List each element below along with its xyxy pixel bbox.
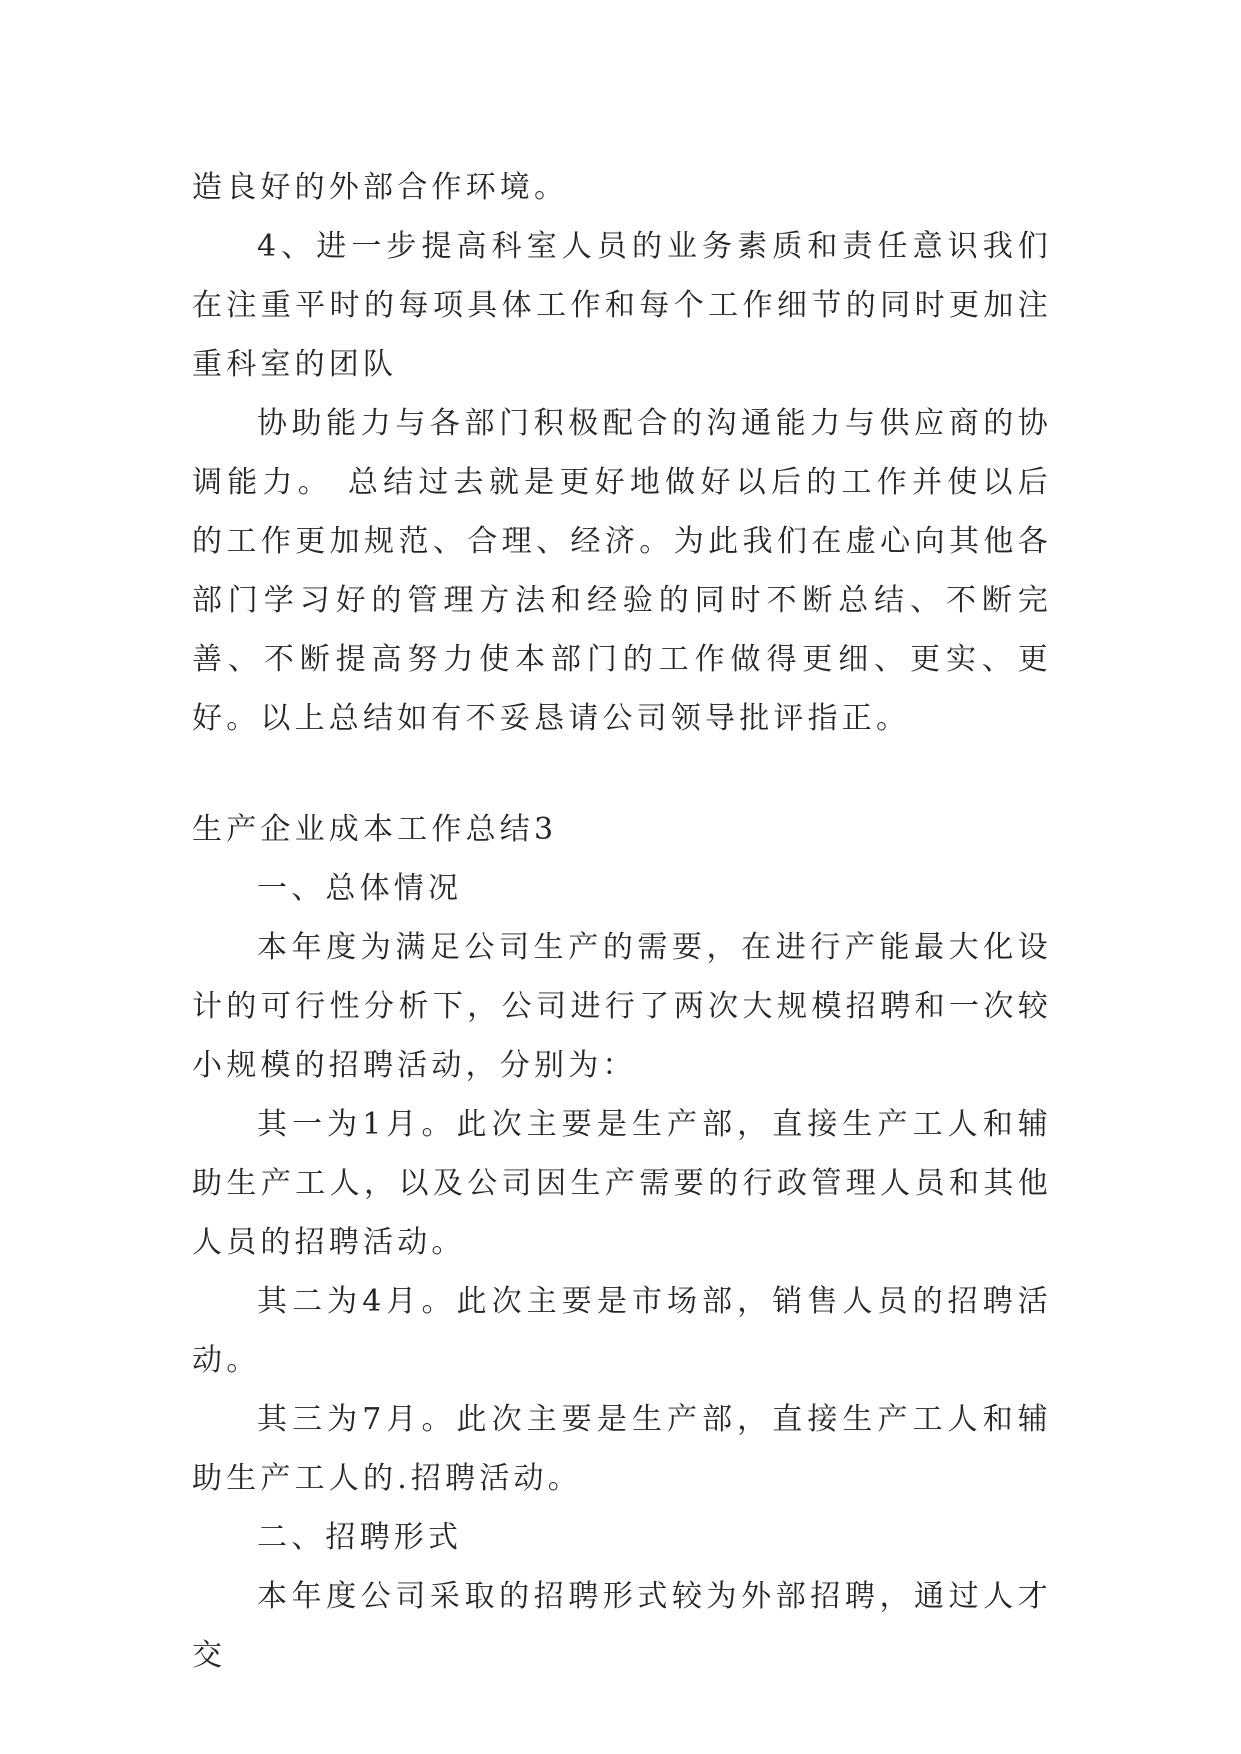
paragraph-overview: 本年度为满足公司生产的需要，在进行产能最大化设计的可行性分析下，公司进行了两次大规模招聘和一次较小规模的招聘活动，分别为： (192, 930, 1052, 1083)
section-heading-overview: 一、总体情况 (257, 871, 463, 906)
section-title: 生产企业成本工作总结3 (192, 812, 558, 847)
document-body (192, 158, 1052, 1685)
paragraph-summary: 协助能力与各部门积极配合的沟通能力与供应商的协调能力。 总结过去就是更好地做好以后的工作并使以后的工作更加规范、合理、经济。为此我们在虚心向其他各部门学习好的管理方法和经验的同时不断总结、不断完善、不断提高努力使本部门的工作做得更细、更实、更好。以上总结如有不妥恳请公司领导批评指正。 (192, 406, 1052, 736)
section-heading-recruitment-form: 二、招聘形式 (257, 1520, 463, 1555)
paragraph-recruitment-1: 其一为1月。此次主要是生产部，直接生产工人和辅助生产工人，以及公司因生产需要的行政管理人员和其他人员的招聘活动。 (192, 1107, 1052, 1260)
paragraph-recruitment-form: 本年度公司采取的招聘形式较为外部招聘，通过人才交 (192, 1579, 1052, 1673)
paragraph-recruitment-2: 其二为4月。此次主要是市场部，销售人员的招聘活动。 (192, 1284, 1052, 1378)
paragraph-recruitment-3: 其三为7月。此次主要是生产部，直接生产工人和辅助生产工人的.招聘活动。 (192, 1402, 1052, 1496)
paragraph-item-4: 4、进一步提高科室人员的业务素质和责任意识我们在注重平时的每项具体工作和每个工作细节的同时更加注重科室的团队 (192, 229, 1052, 382)
paragraph-gap (192, 748, 1052, 800)
paragraph-continuation: 造良好的外部合作环境。 (192, 170, 569, 205)
